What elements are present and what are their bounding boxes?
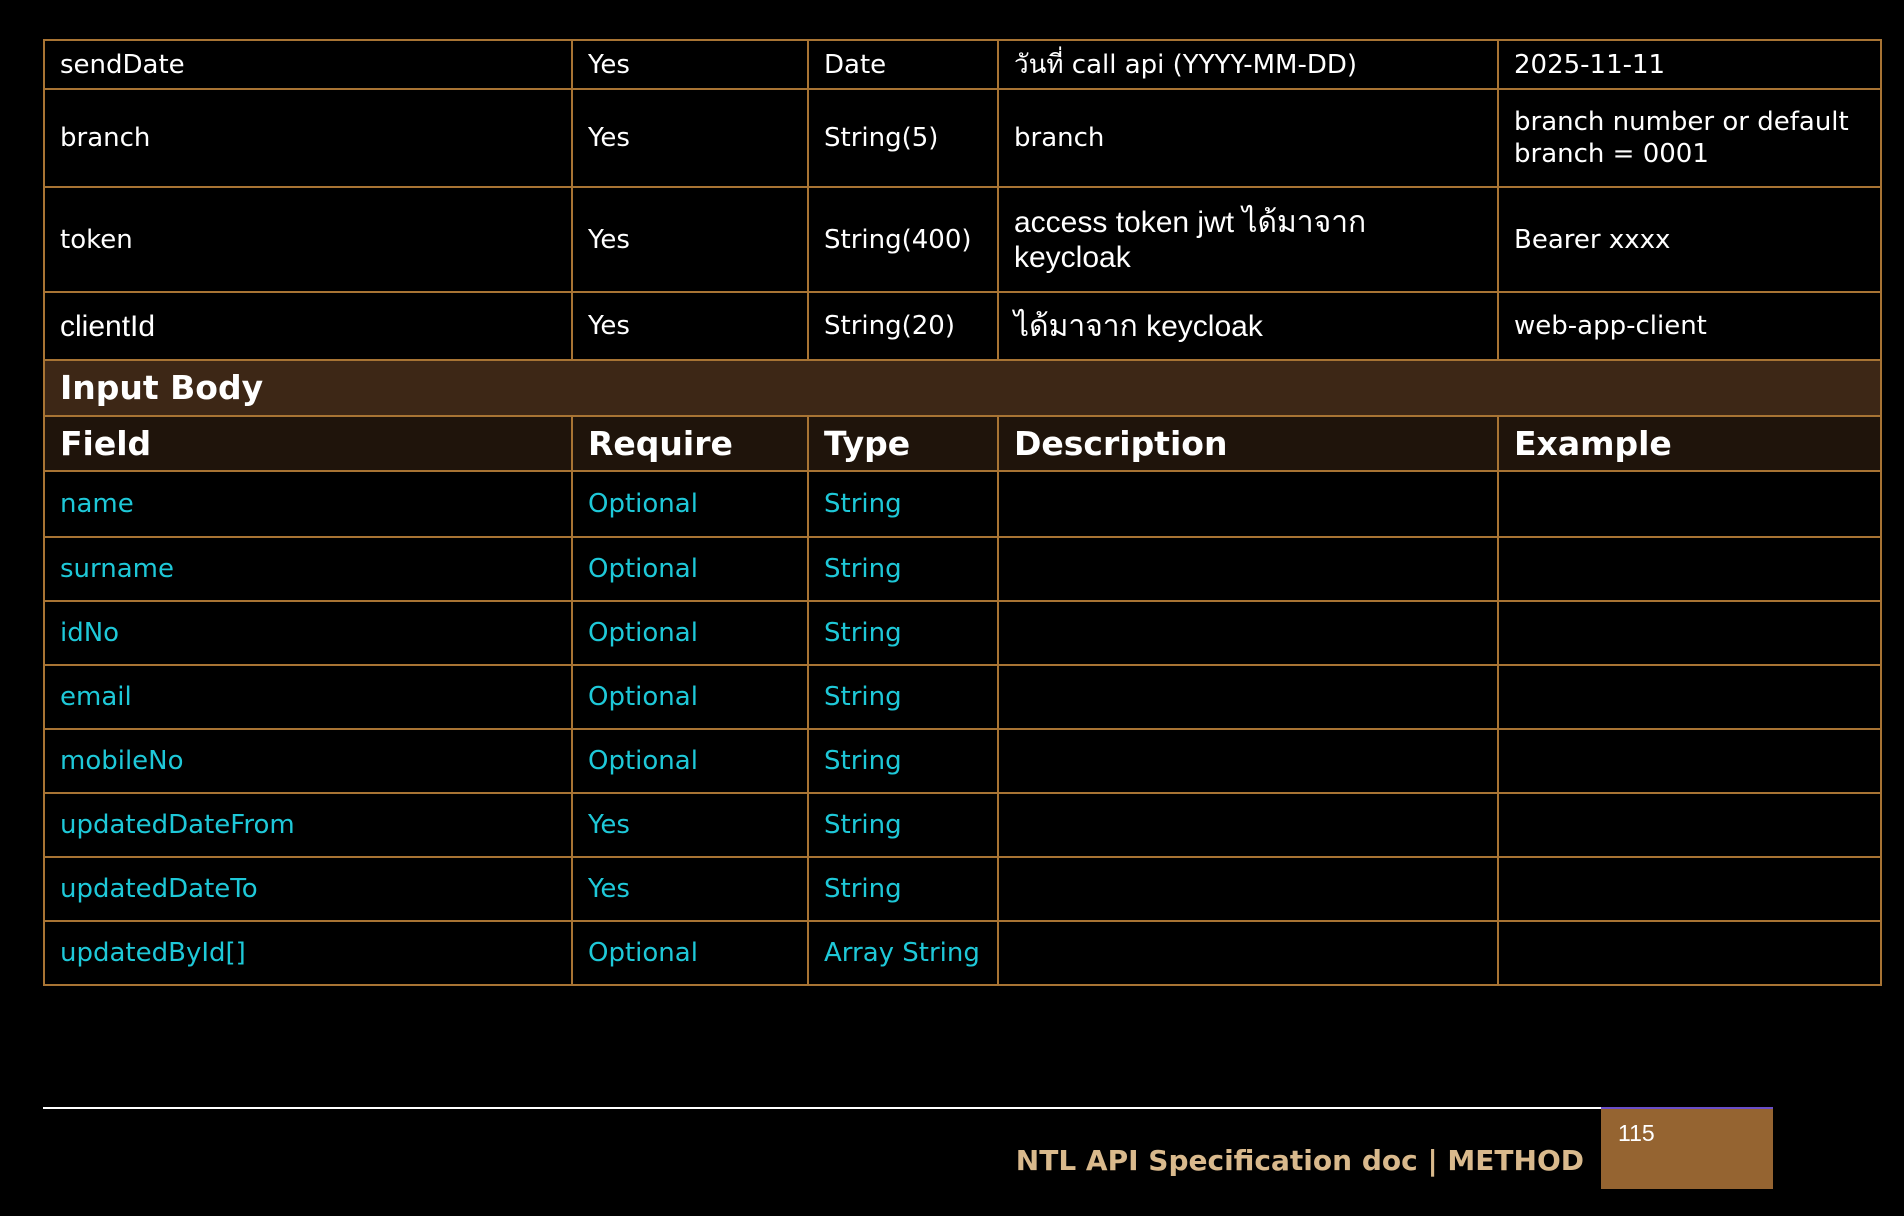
example-cell: Bearer xxxx <box>1498 187 1881 292</box>
example-line: branch = 0001 <box>1514 139 1709 169</box>
type-cell: String <box>808 471 998 537</box>
field-cell: branch <box>44 89 572 187</box>
example-cell <box>1498 729 1881 793</box>
footer-divider <box>43 1107 1602 1109</box>
type-cell: String <box>808 537 998 601</box>
description-cell <box>998 187 1498 292</box>
description-cell <box>998 665 1498 729</box>
column-header-field: Field <box>44 416 572 471</box>
example-cell <box>1498 537 1881 601</box>
table-row <box>44 40 1881 89</box>
require-cell: Yes <box>572 89 808 187</box>
field-cell: surname <box>44 537 572 601</box>
section-row <box>44 360 1881 416</box>
require-cell: Optional <box>572 471 808 537</box>
require-cell: Optional <box>572 537 808 601</box>
description-cell <box>998 292 1498 360</box>
description-cell <box>998 537 1498 601</box>
description-cell: วันที่ call api (YYYY-MM-DD) <box>998 40 1498 89</box>
type-cell: String <box>808 793 998 857</box>
page-number-box <box>1601 1107 1773 1189</box>
table-row <box>44 537 1881 601</box>
table-row <box>44 665 1881 729</box>
field-cell: idNo <box>44 601 572 665</box>
type-cell: String(5) <box>808 89 998 187</box>
example-cell <box>1498 857 1881 921</box>
table-row <box>44 793 1881 857</box>
table-row <box>44 471 1881 537</box>
example-cell <box>1498 793 1881 857</box>
field-cell: token <box>44 187 572 292</box>
field-cell: updatedById[] <box>44 921 572 985</box>
example-cell: 2025-11-11 <box>1498 40 1881 89</box>
field-cell: mobileNo <box>44 729 572 793</box>
description-cell <box>998 921 1498 985</box>
require-cell: Optional <box>572 921 808 985</box>
table-row <box>44 921 1881 985</box>
footer-title: NTL API Specification doc | METHOD <box>1015 1144 1584 1177</box>
table-row <box>44 601 1881 665</box>
type-cell: String(20) <box>808 292 998 360</box>
field-cell: updatedDateFrom <box>44 793 572 857</box>
description-cell <box>998 601 1498 665</box>
example-cell <box>1498 89 1881 187</box>
require-cell: Yes <box>572 292 808 360</box>
require-cell: Yes <box>572 187 808 292</box>
table-row <box>44 292 1881 360</box>
require-cell: Yes <box>572 857 808 921</box>
description-text: ได้มาจาก keycloak <box>1014 309 1263 343</box>
column-header-example: Example <box>1498 416 1881 471</box>
require-cell: Optional <box>572 601 808 665</box>
description-line: access token jwt ได้มาจาก <box>1014 205 1367 239</box>
field-cell: updatedDateTo <box>44 857 572 921</box>
field-cell: sendDate <box>44 40 572 89</box>
example-cell <box>1498 601 1881 665</box>
example-cell <box>1498 665 1881 729</box>
type-cell: String <box>808 601 998 665</box>
require-cell: Yes <box>572 793 808 857</box>
type-cell: Date <box>808 40 998 89</box>
page-number: 115 <box>1618 1120 1655 1146</box>
require-cell: Yes <box>572 40 808 89</box>
column-header-row <box>44 416 1881 471</box>
section-title: Input Body <box>44 360 1881 416</box>
column-header-description: Description <box>998 416 1498 471</box>
description-cell <box>998 729 1498 793</box>
type-cell: String <box>808 729 998 793</box>
field-cell: name <box>44 471 572 537</box>
field-cell: email <box>44 665 572 729</box>
field-text: clientId <box>60 309 156 343</box>
table-row <box>44 187 1881 292</box>
description-cell <box>998 793 1498 857</box>
column-header-require: Require <box>572 416 808 471</box>
example-cell: web-app-client <box>1498 292 1881 360</box>
example-cell <box>1498 471 1881 537</box>
require-cell: Optional <box>572 729 808 793</box>
description-cell: branch <box>998 89 1498 187</box>
description-cell <box>998 471 1498 537</box>
column-header-type: Type <box>808 416 998 471</box>
table-row <box>44 89 1881 187</box>
require-cell: Optional <box>572 665 808 729</box>
example-cell <box>1498 921 1881 985</box>
table-row <box>44 729 1881 793</box>
type-cell: String <box>808 665 998 729</box>
type-cell: String(400) <box>808 187 998 292</box>
type-cell: Array String <box>808 921 998 985</box>
type-cell: String <box>808 857 998 921</box>
description-line: keycloak <box>1014 240 1131 274</box>
description-cell <box>998 857 1498 921</box>
table-row <box>44 857 1881 921</box>
example-line: branch number or default <box>1514 107 1849 137</box>
spec-table <box>43 39 1882 986</box>
field-cell <box>44 292 572 360</box>
